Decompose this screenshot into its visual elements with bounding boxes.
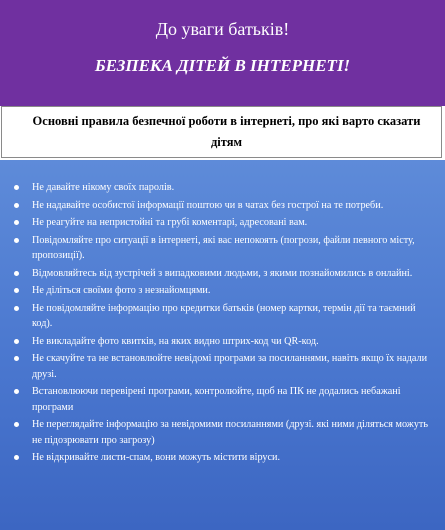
rule-item bbox=[0, 450, 445, 466]
bullet-icon bbox=[14, 185, 19, 190]
rule-item bbox=[0, 180, 445, 196]
rule-item bbox=[0, 417, 445, 448]
intro-text: Основні правила безпечної роботи в інтернеті, про які варто сказати дітям bbox=[32, 114, 421, 149]
rule-item bbox=[0, 198, 445, 214]
rule-item bbox=[0, 233, 445, 264]
rule-text: Не діліться своїми фото з незнайомцями. bbox=[32, 285, 211, 296]
rule-text: Не давайте нікому своїх паролів. bbox=[32, 182, 175, 193]
rules-list bbox=[0, 180, 445, 468]
rule-text: Не переглядайте інформацію за невідомими посиланнями (друзі. які ними діляться можуть не підозрювати про загрозу) bbox=[32, 419, 429, 446]
rule-text: Не викладайте фото квитків, на яких видно штрих-код чи QR-код. bbox=[32, 335, 319, 347]
rule-item bbox=[0, 334, 445, 350]
rule-item bbox=[0, 215, 445, 231]
rule-text: Не надавайте особистої інформації поштою чи в чатах без гострої на те потреби. bbox=[32, 199, 384, 211]
bullet-icon bbox=[14, 288, 19, 293]
rule-text: Не реагуйте на непристойні та грубі коментарі, адресовані вам. bbox=[32, 217, 308, 228]
header-banner bbox=[0, 0, 445, 106]
rule-item bbox=[0, 351, 445, 382]
bullet-icon bbox=[14, 220, 19, 225]
rule-text: Відмовляйтесь від зустрічей з випадковими людьми, з якими познайомились в онлайні. bbox=[32, 267, 413, 279]
bullet-icon bbox=[14, 339, 19, 344]
header-title: До уваги батьків! bbox=[155, 19, 290, 39]
bullet-icon bbox=[14, 306, 19, 311]
header-subtitle: БЕЗПЕКА ДІТЕЙ В ІНТЕРНЕТІ! bbox=[94, 56, 351, 75]
rule-item bbox=[0, 384, 445, 415]
rule-text: Не повідомляйте інформацію про кредитки батьків (номер картки, термін дії та таємний код). bbox=[32, 302, 416, 329]
bullet-icon bbox=[14, 356, 19, 361]
bullet-icon bbox=[14, 203, 19, 208]
rule-text: Повідомляйте про ситуації в інтернеті, які вас непокоять (погрози, файли певного місту, пропозиції). bbox=[32, 234, 415, 261]
rules-panel bbox=[0, 160, 445, 530]
bullet-icon bbox=[14, 455, 19, 460]
rule-text: Встановлюючи перевірені програми, контролюйте, щоб на ПК не додались небажані програми bbox=[32, 386, 401, 413]
bullet-icon bbox=[14, 271, 19, 276]
rule-text: Не відкривайте листи-спам, вони можуть містити віруси. bbox=[32, 452, 281, 463]
rule-item bbox=[0, 301, 445, 332]
bullet-icon bbox=[14, 238, 19, 243]
bullet-icon bbox=[14, 389, 19, 394]
rule-item bbox=[0, 266, 445, 282]
rule-item bbox=[0, 283, 445, 299]
rule-text: Не скачуйте та не встановлюйте невідомі програми за посиланнями, навіть якщо їх надали друзі. bbox=[32, 353, 428, 380]
bullet-icon bbox=[14, 422, 19, 427]
intro-box bbox=[1, 106, 442, 158]
